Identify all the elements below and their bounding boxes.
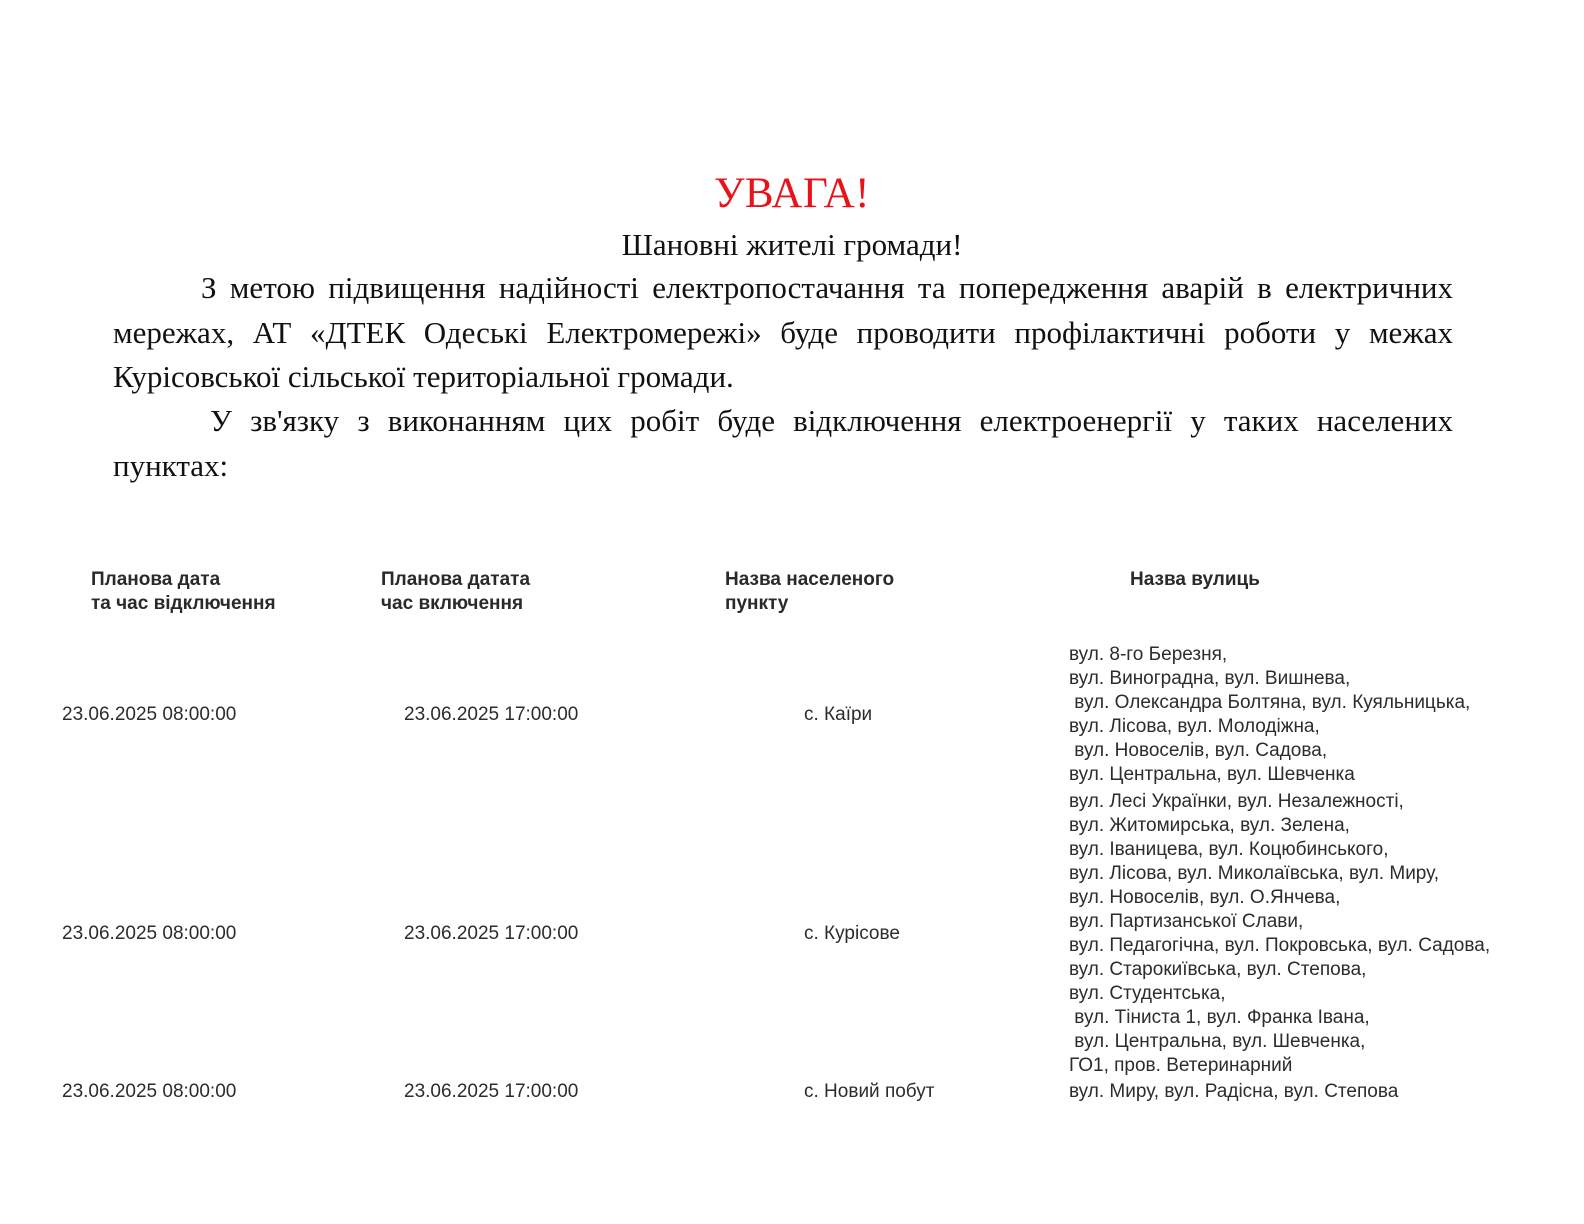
streets-cell xyxy=(1069,790,1490,1078)
street-line: вул. Старокиївська, вул. Степова, xyxy=(1069,959,1367,980)
street-line: вул. Педагогічна, вул. Покровська, вул. Садова, xyxy=(1069,935,1491,956)
street-line: вул. Виноградна, вул. Вишнева, xyxy=(1069,668,1351,689)
column-header-outage-start xyxy=(91,568,276,616)
street-line: вул. Центральна, вул. Шевченка xyxy=(1069,764,1355,785)
streets-cell xyxy=(1069,1080,1398,1104)
streets-cell xyxy=(1069,643,1470,787)
header-line: час включення xyxy=(381,593,524,614)
street-line: вул. Лісова, вул. Миколаївська, вул. Миру, xyxy=(1069,863,1440,884)
street-line: вул. Іваницева, вул. Коцюбинського, xyxy=(1069,839,1389,860)
header-line: Назва населеного xyxy=(725,569,895,590)
street-line: вул. Олександра Болтяна, вул. Куяльницька, xyxy=(1069,692,1471,713)
notice-greeting: Шановні жителі громади! xyxy=(621,227,963,262)
outage-start-cell: 23.06.2025 08:00:00 xyxy=(62,1081,237,1102)
settlement-cell: с. Новий побут xyxy=(804,1081,935,1102)
outage-start-cell: 23.06.2025 08:00:00 xyxy=(62,704,237,725)
street-line: вул. Лісова, вул. Молодіжна, xyxy=(1069,716,1320,737)
street-line: вул. 8-го Березня, xyxy=(1069,644,1228,665)
column-header-settlement xyxy=(725,568,894,616)
intro-paragraph-outage: У зв'язку з виконанням цих робіт буде відключення електроенергії у таких населених пунктах: xyxy=(113,403,1453,483)
notice-title: УВАГА! xyxy=(713,170,871,217)
street-line: вул. Новоселів, вул. О.Янчева, xyxy=(1069,887,1341,908)
street-line: вул. Миру, вул. Радісна, вул. Степова xyxy=(1069,1081,1399,1102)
street-line: вул. Тіниста 1, вул. Франка Івана, xyxy=(1069,1007,1370,1028)
outage-start-cell: 23.06.2025 08:00:00 xyxy=(62,923,237,944)
settlement-cell: с. Каїри xyxy=(804,704,873,725)
header-line: Планова датата xyxy=(381,569,531,590)
intro-paragraph-purpose: З метою підвищення надійності електропостачання та попередження аварій в електричних мережах, АТ «ДТЕК Одеські Електромережі» буде проводити профілактичні роботи у межах Курісовської сільської територіальної громади. xyxy=(113,270,1453,394)
outage-end-cell: 23.06.2025 17:00:00 xyxy=(404,704,579,725)
header-line: пункту xyxy=(725,593,789,614)
settlement-cell: с. Курісове xyxy=(804,923,900,944)
column-header-outage-end xyxy=(381,568,530,616)
header-line: Назва вулиць xyxy=(1130,569,1260,590)
street-line: вул. Центральна, вул. Шевченка, xyxy=(1069,1031,1366,1052)
street-line: вул. Новоселів, вул. Садова, xyxy=(1069,740,1328,761)
header-line: Планова дата xyxy=(91,569,221,590)
column-header-streets xyxy=(1130,568,1260,592)
header-line: та час відключення xyxy=(91,593,276,614)
street-line: вул. Житомирська, вул. Зелена, xyxy=(1069,815,1350,836)
street-line: вул. Лесі Українки, вул. Незалежності, xyxy=(1069,791,1404,812)
outage-end-cell: 23.06.2025 17:00:00 xyxy=(404,1081,579,1102)
street-line: вул. Партизанської Слави, xyxy=(1069,911,1304,932)
street-line: вул. Студентська, xyxy=(1069,983,1226,1004)
outage-end-cell: 23.06.2025 17:00:00 xyxy=(404,923,579,944)
street-line: ГО1, пров. Ветеринарний xyxy=(1069,1055,1293,1076)
